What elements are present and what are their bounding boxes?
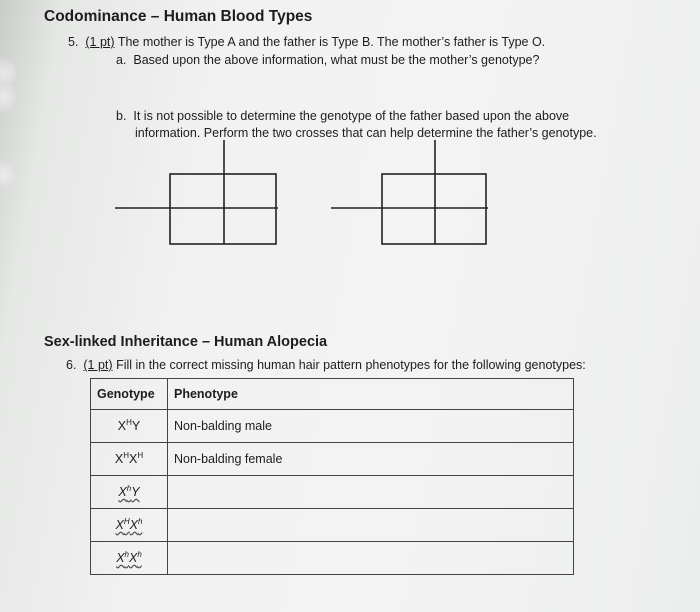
section-title-alopecia: Sex-linked Inheritance – Human Alopecia xyxy=(44,334,328,350)
genotype-cell: $X^hY$ xyxy=(91,476,168,509)
phenotype-cell[interactable]: Non-balding male xyxy=(168,410,574,443)
subquestion-text: It is not possible to determine the genotype of the father based upon the above xyxy=(133,109,570,123)
header-genotype: Genotype xyxy=(91,379,168,410)
question-points: (1 pt) xyxy=(85,35,115,49)
punnett-square-2[interactable] xyxy=(328,140,494,248)
table-row xyxy=(91,509,574,542)
header-phenotype: Phenotype xyxy=(168,379,574,410)
question-5b-line2: information. Perform the two crosses that can help determine the father’s genotype. xyxy=(135,126,597,140)
question-5a xyxy=(116,53,539,67)
binder-hole xyxy=(0,82,16,112)
table-row xyxy=(91,410,574,443)
table-header-row xyxy=(91,379,574,410)
question-number: 5. xyxy=(68,35,79,49)
genotype-cell: $X^HX^H$ xyxy=(91,443,168,476)
table-row xyxy=(91,476,574,509)
genotype-cell: $X^hX^h$ xyxy=(91,542,168,575)
question-points: (1 pt) xyxy=(83,358,113,372)
binder-hole xyxy=(0,160,16,190)
table-row xyxy=(91,443,574,476)
genotype-cell: $X^HX^h$ xyxy=(91,509,168,542)
phenotype-cell[interactable] xyxy=(168,542,574,575)
section-title-codominance: Codominance – Human Blood Types xyxy=(44,8,313,25)
punnett-square-1[interactable] xyxy=(112,140,282,248)
question-number: 6. xyxy=(66,358,77,372)
question-5b-line1 xyxy=(116,109,569,123)
table-row xyxy=(91,542,574,575)
phenotype-cell[interactable] xyxy=(168,476,574,509)
question-6 xyxy=(66,358,586,372)
genotype-cell: $X^HY$ xyxy=(91,410,168,443)
phenotype-cell[interactable] xyxy=(168,509,574,542)
genotype-phenotype-table xyxy=(90,378,574,575)
phenotype-cell[interactable]: Non-balding female xyxy=(168,443,574,476)
subquestion-text: Based upon the above information, what must be the mother’s genotype? xyxy=(133,53,540,67)
question-5 xyxy=(68,35,545,49)
question-text: Fill in the correct missing human hair pattern phenotypes for the following genotypes: xyxy=(116,358,586,372)
subquestion-label: a. xyxy=(116,53,127,67)
question-text: The mother is Type A and the father is Type B. The mother’s father is Type O. xyxy=(117,35,546,49)
subquestion-label: b. xyxy=(116,109,127,123)
